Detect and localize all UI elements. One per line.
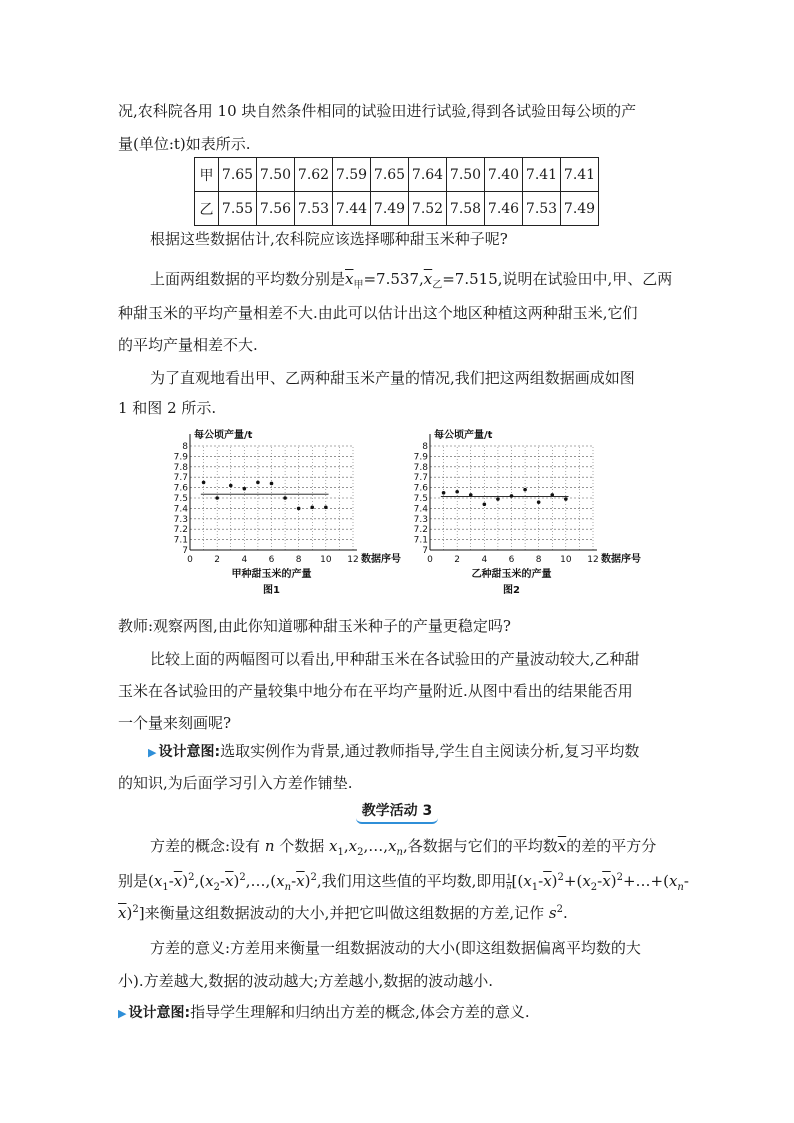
- data-point: [229, 484, 233, 488]
- data-point: [297, 507, 301, 511]
- paragraph-line: 况,农科院各用 10 块自然条件相同的试验田进行试验,得到各试验田每公顷的产: [118, 102, 637, 120]
- x-axis-label: 数据序号: [361, 554, 401, 565]
- data-point: [324, 506, 328, 510]
- paragraph-line: 小).方差越大,数据的波动越大;方差越小,数据的波动越小.: [118, 972, 493, 990]
- y-tick-label: 7.2: [173, 525, 188, 536]
- data-point: [270, 482, 274, 486]
- paragraph-line: 的知识,为后面学习引入方差作铺垫.: [118, 774, 353, 792]
- activity-title: 教学活动 3: [0, 800, 794, 824]
- y-tick-label: 8: [422, 442, 428, 452]
- y-axis-label: 每公顷产量/t: [434, 430, 493, 441]
- x-tick-label: 4: [481, 555, 488, 565]
- paragraph-line: 一个量来刻画呢?: [118, 714, 232, 732]
- y-tick-label: 7.7: [173, 473, 188, 484]
- y-tick-label: 7.4: [173, 504, 188, 515]
- fraction: $\frac{1}{n}$: [506, 872, 512, 891]
- table-cell: 7.58: [447, 192, 485, 226]
- table-cell: 7.40: [485, 158, 523, 192]
- x-tick-label: 12: [347, 555, 359, 565]
- x-tick-label: 8: [295, 555, 302, 565]
- data-point: [564, 497, 568, 501]
- y-tick-label: 7.1: [413, 535, 428, 546]
- y-tick-label: 7.4: [413, 504, 428, 515]
- y-tick-label: 7.6: [413, 483, 428, 494]
- chart-1-svg: [170, 425, 401, 605]
- x-tick-label: 6: [508, 555, 515, 565]
- data-point: [483, 502, 487, 506]
- table-cell: 7.65: [371, 158, 409, 192]
- table-cell: 7.49: [561, 192, 599, 226]
- table-cell: 7.46: [485, 192, 523, 226]
- x-axis-label: 数据序号: [601, 554, 641, 565]
- y-tick-label: 7.3: [413, 514, 428, 525]
- design-intent-1: ▶ 设计意图:选取实例作为背景,通过教师指导,学生自主阅读分析,复习平均数: [148, 734, 708, 770]
- variance-definition-line: $\overline{x})^2$]来衡量这组数据波动的大小,并把它叫做这组数据的方差,记作 $s^2$.: [118, 904, 568, 922]
- table-cell: 7.44: [333, 192, 371, 226]
- x-tick-label: 2: [214, 555, 221, 565]
- y-tick-label: 7.5: [413, 494, 428, 504]
- yield-table: [194, 157, 599, 226]
- data-point: [510, 494, 514, 498]
- paragraph-line: 为了直观地看出甲、乙两种甜玉米产量的情况,我们把这两组数据画成如图: [150, 369, 635, 387]
- y-tick-label: 7.5: [173, 494, 188, 504]
- paragraph-line: 比较上面的两幅图可以看出,甲种甜玉米在各试验田的产量波动较大,乙种甜: [150, 650, 640, 668]
- data-point: [215, 496, 219, 500]
- data-point: [256, 481, 260, 485]
- table-cell: 7.53: [295, 192, 333, 226]
- y-tick-label: 7.3: [173, 514, 188, 525]
- row-label: 甲: [195, 158, 219, 192]
- data-point: [243, 487, 247, 491]
- x-tick-label: 12: [587, 555, 599, 565]
- y-tick-label: 7.7: [413, 473, 428, 484]
- table-cell: 7.53: [523, 192, 561, 226]
- table-cell: 7.52: [409, 192, 447, 226]
- y-axis-label: 每公顷产量/t: [194, 430, 253, 441]
- arrow-icon: ▶: [118, 1007, 127, 1020]
- average-line: 上面两组数据的平均数分别是$\overline{x}_甲=7.537,\overline{x}_乙=7.515$,说明在试验田中,甲、乙两: [150, 270, 673, 291]
- table-cell: 7.41: [561, 158, 599, 192]
- teacher-question: 教师:观察两图,由此你知道哪种甜玉米种子的产量更稳定吗?: [118, 617, 511, 635]
- data-point: [442, 491, 446, 495]
- x-tick-label: 8: [535, 555, 542, 565]
- paragraph-line: 玉米在各试验田的产量较集中地分布在平均产量附近.从图中看出的结果能否用: [118, 682, 633, 700]
- y-tick-label: 8: [182, 442, 188, 452]
- table-cell: 7.50: [257, 158, 295, 192]
- chart-caption: 图2: [503, 585, 520, 596]
- chart-caption: 图1: [263, 585, 280, 596]
- y-tick-label: 7.9: [173, 452, 188, 463]
- data-point: [455, 490, 459, 494]
- paragraph-line: 量(单位:t)如表所示.: [118, 135, 251, 153]
- y-tick-label: 7.9: [413, 452, 428, 463]
- data-point: [496, 497, 500, 501]
- data-point: [202, 481, 206, 485]
- y-tick-label: 7.2: [413, 525, 428, 536]
- table-cell: 7.41: [523, 158, 561, 192]
- table-cell: 7.49: [371, 192, 409, 226]
- table-cell: 7.62: [295, 158, 333, 192]
- data-point: [469, 493, 473, 497]
- paragraph-line: 的平均产量相差不大.: [118, 336, 258, 354]
- y-tick-label: 7.8: [413, 462, 428, 473]
- paragraph-line: 1 和图 2 所示.: [118, 399, 217, 417]
- x-tick-label: 0: [427, 555, 433, 565]
- paragraph-line: 种甜玉米的平均产量相差不大.由此可以估计出这个地区种植这两种甜玉米,它们: [118, 304, 638, 322]
- chart-1: [170, 425, 401, 609]
- variance-definition-line: 方差的概念:设有 n 个数据 $x_1,x_2,\dots,x_n$,各数据与它们的平均数$\overline{x}$的差的平方分: [150, 837, 657, 858]
- chart-title: 乙种甜玉米的产量: [471, 569, 552, 580]
- data-point: [310, 506, 314, 510]
- x-tick-label: 2: [454, 555, 461, 565]
- table-cell: 7.55: [219, 192, 257, 226]
- table-cell: 7.65: [219, 158, 257, 192]
- table-row: [195, 192, 599, 226]
- question-line: 根据这些数据估计,农科院应该选择哪种甜玉米种子呢?: [150, 230, 508, 248]
- chart-2-svg: [410, 425, 660, 605]
- table-cell: 7.64: [409, 158, 447, 192]
- design-intent-2: ▶ 设计意图:指导学生理解和归纳出方差的概念,体会方差的意义.: [118, 995, 678, 1031]
- y-tick-label: 7.1: [173, 535, 188, 546]
- chart-2: [410, 425, 660, 609]
- table-row: [195, 158, 599, 192]
- x-tick-label: 10: [320, 555, 332, 565]
- y-tick-label: 7: [182, 546, 188, 556]
- table-cell: 7.50: [447, 158, 485, 192]
- x-tick-label: 0: [187, 555, 193, 565]
- y-tick-label: 7: [422, 546, 428, 556]
- data-point: [523, 488, 527, 492]
- table-cell: 7.59: [333, 158, 371, 192]
- data-point: [550, 493, 554, 497]
- y-tick-label: 7.6: [173, 483, 188, 494]
- table-cell: 7.56: [257, 192, 295, 226]
- data-point: [283, 496, 287, 500]
- x-tick-label: 10: [560, 555, 572, 565]
- chart-title: 甲种甜玉米的产量: [231, 569, 312, 580]
- x-tick-label: 4: [241, 555, 248, 565]
- y-tick-label: 7.8: [173, 462, 188, 473]
- arrow-icon: ▶: [148, 746, 157, 759]
- paragraph-line: 方差的意义:方差用来衡量一组数据波动的大小(即这组数据偏离平均数的大: [150, 939, 641, 957]
- variance-definition-line: 别是$(x_1-\overline{x})^2,(x_2-\overline{x})^2,\dots,(x_n-\overline{x})^2$,我们用这些值的平均数,即用 $\frac{1}{n}$ [$(x_1-\overline{x})^2+(x_2-\overline{x})^2+\dots+(x_n-$: [118, 872, 689, 893]
- row-label: 乙: [195, 192, 219, 226]
- data-point: [537, 500, 541, 504]
- x-tick-label: 6: [268, 555, 275, 565]
